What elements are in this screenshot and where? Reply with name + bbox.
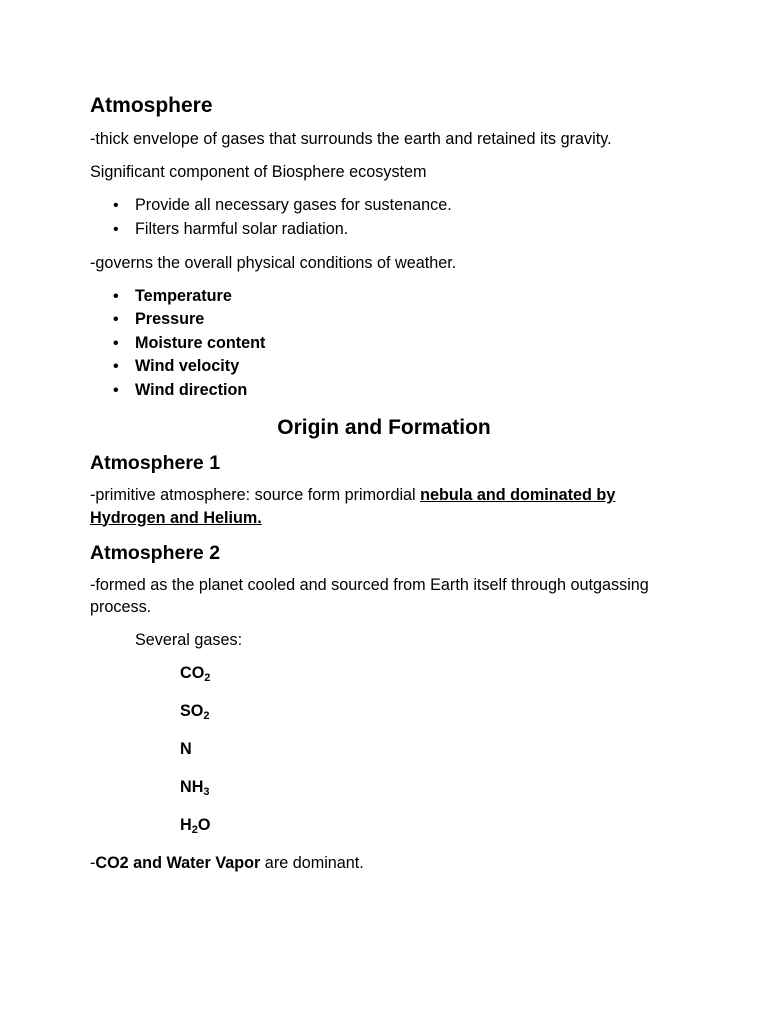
gas-subscript: 3 xyxy=(203,786,210,798)
gas-base: N xyxy=(180,740,192,758)
atmosphere-1-text-emphasis: nebula and dominated by Hydrogen and Helium. xyxy=(90,486,616,527)
atmosphere-1-text-prefix: -primitive atmosphere: source form primordial xyxy=(90,486,421,504)
gas-base: SO xyxy=(180,702,204,720)
atmosphere-1-text xyxy=(90,484,690,529)
list-item: • Wind velocity xyxy=(135,355,690,379)
list-item: • Moisture content xyxy=(135,332,690,356)
gas-so2 xyxy=(90,700,690,728)
gas-co2 xyxy=(90,662,690,690)
atmosphere-1-heading: Atmosphere 1 xyxy=(90,452,221,474)
weather-list xyxy=(90,285,690,403)
title-atmosphere: Atmosphere xyxy=(90,94,213,117)
origin-formation-title: Origin and Formation xyxy=(277,416,491,439)
dominant-gases: CO2 and Water Vapor xyxy=(95,854,261,872)
gas-nh3 xyxy=(90,776,690,804)
gas-h2o xyxy=(90,814,690,842)
gas-subscript: 2 xyxy=(191,824,198,836)
gas-subscript: 2 xyxy=(204,672,211,684)
weather-heading: -governs the overall physical conditions of weather. xyxy=(90,253,457,272)
definition-text: -thick envelope of gases that surrounds the earth and retained its gravity. xyxy=(90,130,612,148)
biosphere-list xyxy=(90,194,690,241)
dominant-rest: are dominant. xyxy=(260,854,364,872)
atmosphere-2-heading: Atmosphere 2 xyxy=(90,541,221,564)
list-item: • Temperature xyxy=(135,285,690,309)
gases-label: Several gases: xyxy=(135,631,243,649)
biosphere-heading: Significant component of Biosphere ecosystem xyxy=(90,163,427,181)
gas-subscript: 2 xyxy=(203,710,210,722)
atmosphere-2-text: -formed as the planet cooled and sourced from Earth itself through outgassing process. xyxy=(90,575,649,616)
gas-n xyxy=(90,738,690,766)
dominant-dash: - xyxy=(90,854,96,872)
gas-tail: O xyxy=(197,816,211,834)
dominant-statement xyxy=(90,852,690,875)
gas-base: NH xyxy=(180,778,204,796)
list-item: • Filters harmful solar radiation. xyxy=(135,218,690,242)
gas-base: H xyxy=(180,816,192,834)
list-item: • Wind direction xyxy=(135,379,690,403)
gas-base: CO xyxy=(180,664,205,682)
document-content xyxy=(90,92,690,875)
list-item: • Provide all necessary gases for sustenance. xyxy=(135,194,690,218)
list-item: • Pressure xyxy=(135,308,690,332)
